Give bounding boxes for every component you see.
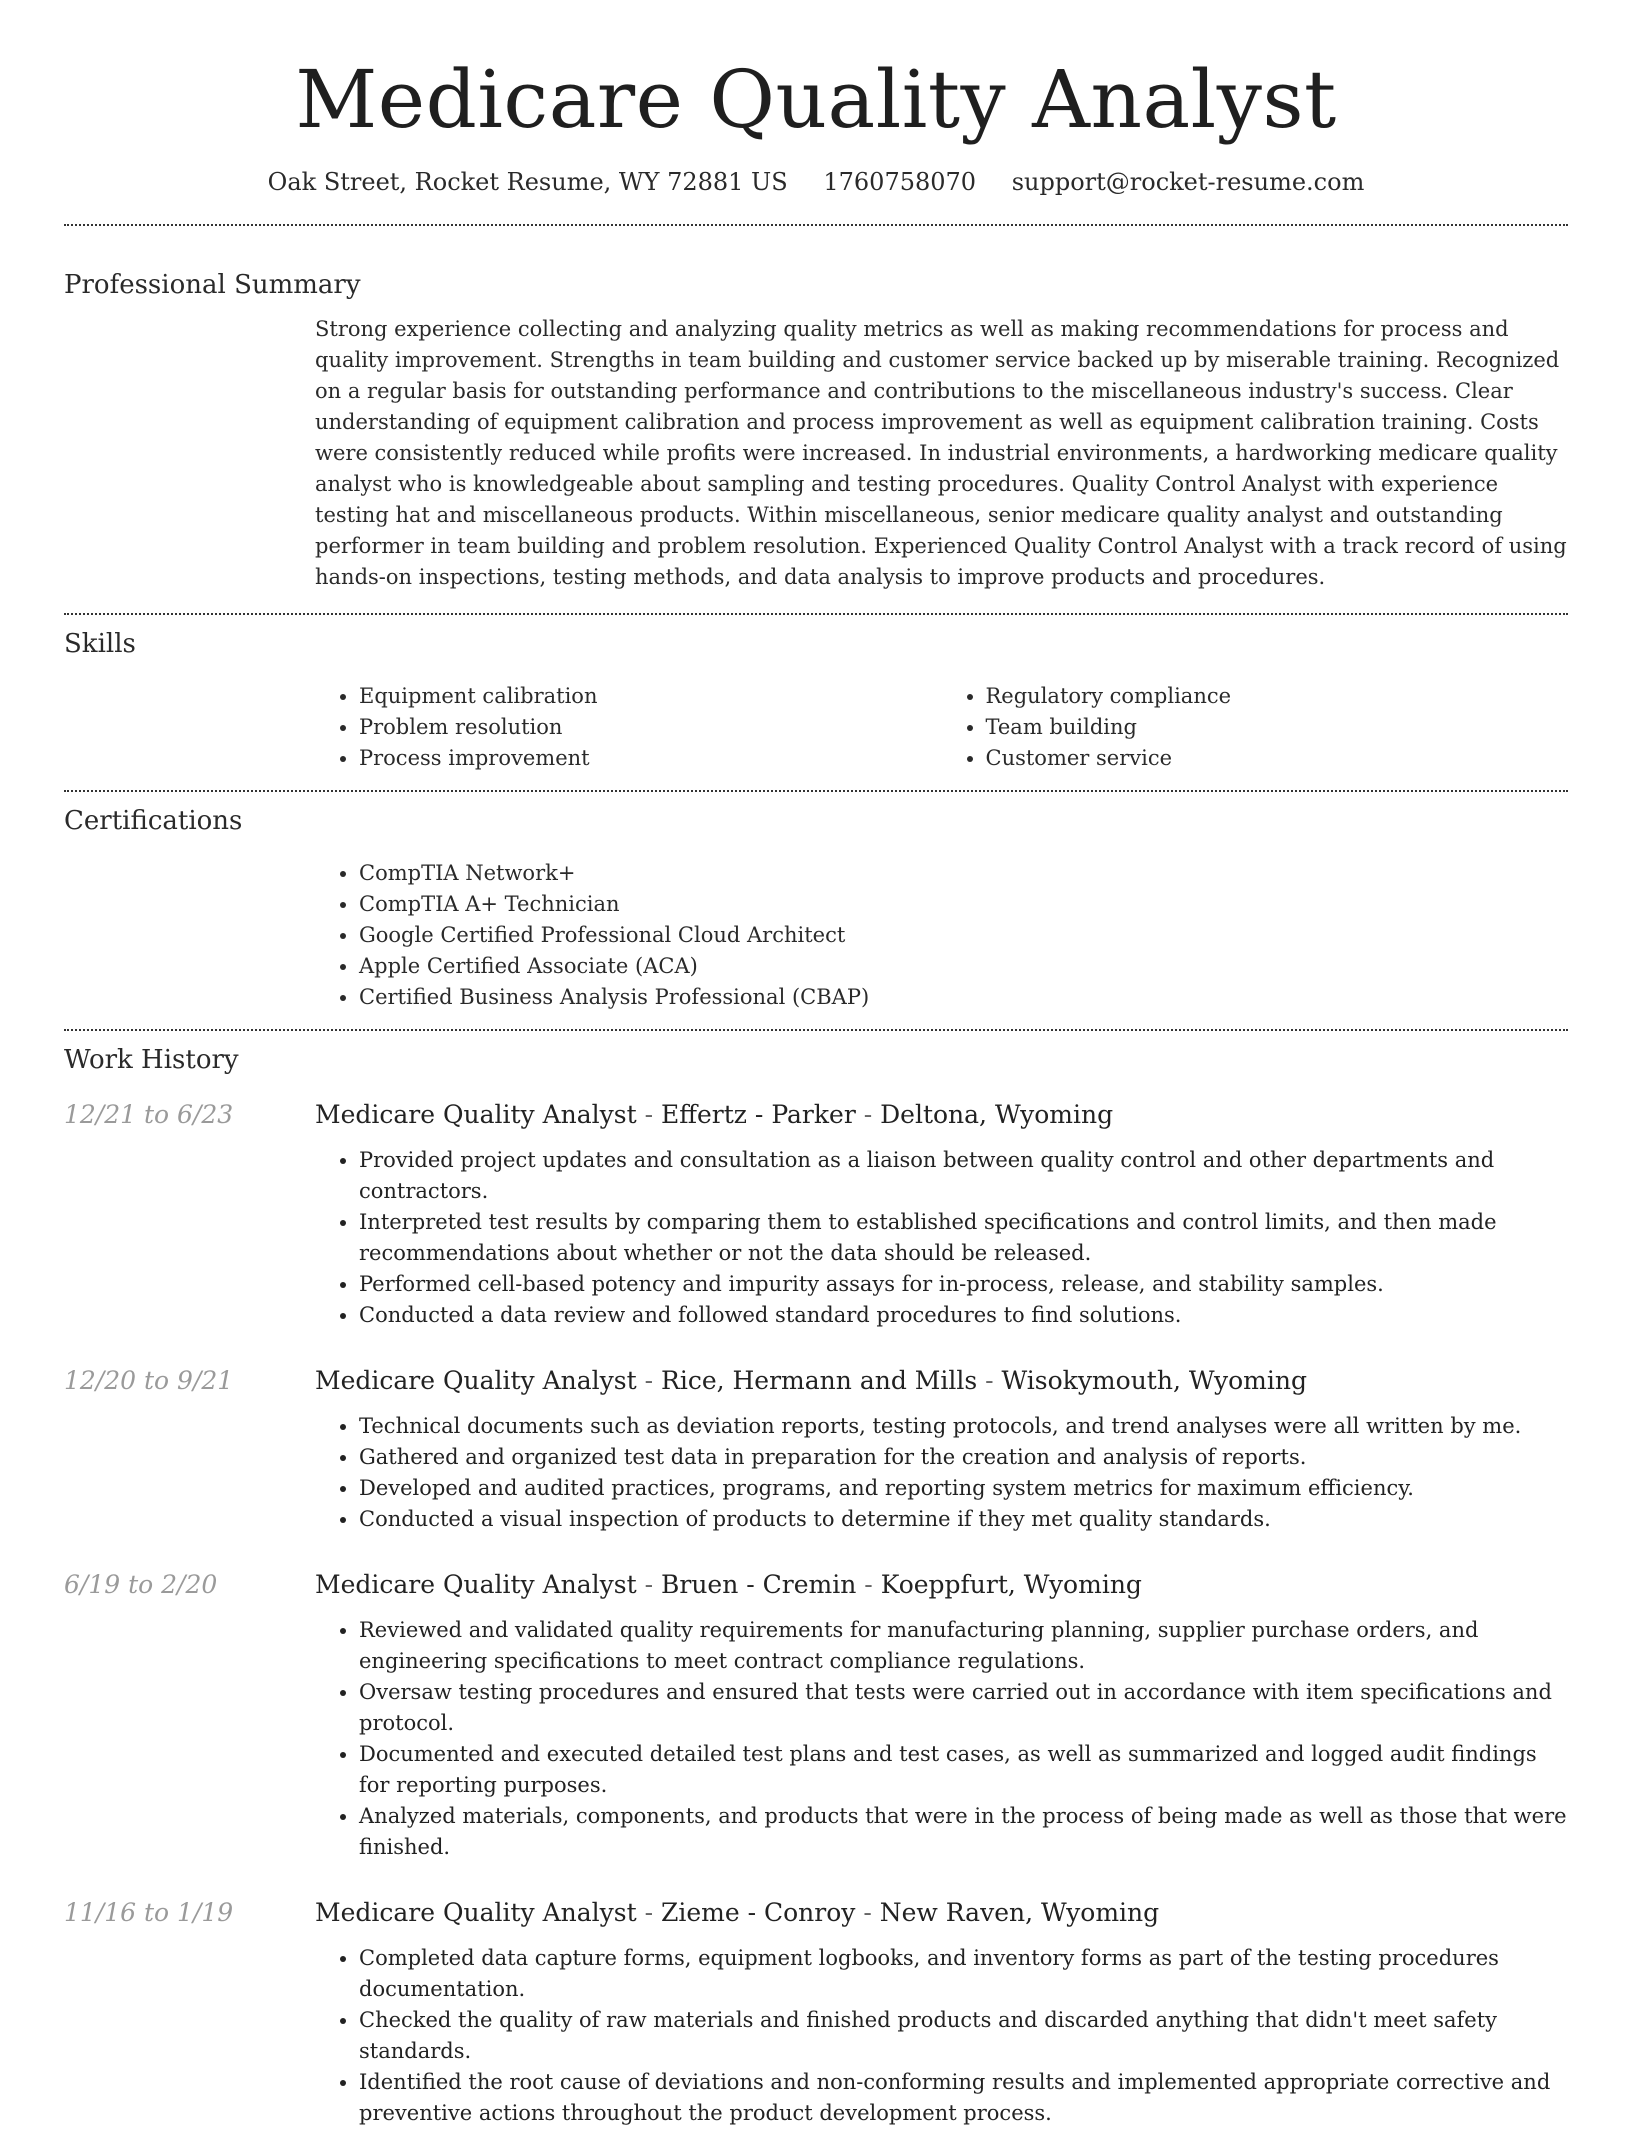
certifications-body xyxy=(315,858,1568,1013)
certification-item: • CompTIA Network+ xyxy=(359,858,1568,889)
job-bullet: • Interpreted test results by comparing them to established specifications and control limits, and then made recommendations about whether or not the data should be released. xyxy=(359,1207,1568,1269)
divider xyxy=(64,224,1568,226)
job-bullet: • Technical documents such as deviation reports, testing protocols, and trend analyses were all written by me. xyxy=(359,1411,1568,1442)
job-bullet: • Documented and executed detailed test plans and test cases, as well as summarized and logged audit findings for reporting purposes. xyxy=(359,1739,1568,1801)
job-bullet: • Gathered and organized test data in preparation for the creation and analysis of reports. xyxy=(359,1442,1568,1473)
section-title-skills: Skills xyxy=(64,629,136,659)
job-heading xyxy=(315,1365,1568,1397)
job-role: Medicare Quality Analyst xyxy=(315,1898,637,1927)
job-bullet: • Provided project updates and consultation as a liaison between quality control and other departments and contractors. xyxy=(359,1145,1568,1207)
skill-item: • Team building xyxy=(986,712,1569,743)
job-bullet: • Checked the quality of raw materials and finished products and discarded anything that didn't meet safety standards. xyxy=(359,2005,1568,2067)
skills-section xyxy=(64,627,1568,774)
job-role: Medicare Quality Analyst xyxy=(315,1100,637,1129)
job-heading xyxy=(315,1099,1568,1131)
job-bullets xyxy=(315,1615,1568,1863)
job-bullets xyxy=(315,1943,1568,2129)
certification-item: • Google Certified Professional Cloud Architect xyxy=(359,920,1568,951)
contact-line xyxy=(64,166,1568,198)
certification-item: • CompTIA A+ Technician xyxy=(359,889,1568,920)
certification-item: • Apple Certified Associate (ACA) xyxy=(359,951,1568,982)
certification-item: • Certified Business Analysis Professional (CBAP) xyxy=(359,982,1568,1013)
job-bullet: • Oversaw testing procedures and ensured that tests were carried out in accordance with item specifications and protocol. xyxy=(359,1677,1568,1739)
job-company: Bruen - Cremin xyxy=(661,1570,857,1599)
candidate-name: Medicare Quality Analyst xyxy=(295,53,1337,146)
divider xyxy=(64,790,1568,792)
job-entry xyxy=(64,1365,1568,1535)
job-bullet: • Analyzed materials, components, and products that were in the process of being made as well as those that were finished. xyxy=(359,1801,1568,1863)
skills-list-left xyxy=(315,681,942,774)
skill-item: • Equipment calibration xyxy=(359,681,942,712)
summary-section xyxy=(64,268,1568,593)
job-company: Effertz - Parker xyxy=(661,1100,856,1129)
job-bullet: • Conducted a visual inspection of products to determine if they met quality standards. xyxy=(359,1504,1568,1535)
job-location: New Raven, Wyoming xyxy=(879,1898,1160,1927)
job-separator: - xyxy=(855,1100,881,1129)
job-bullet: • Reviewed and validated quality requirements for manufacturing planning, supplier purchase orders, and engineering specifications to meet contract compliance regulations. xyxy=(359,1615,1568,1677)
skill-item: • Regulatory compliance xyxy=(986,681,1569,712)
resume-page xyxy=(64,0,1568,2129)
skills-grid xyxy=(315,681,1568,774)
job-dates: 12/21 to 6/23 xyxy=(64,1100,234,1129)
job-bullet: • Performed cell-based potency and impurity assays for in-process, release, and stability samples. xyxy=(359,1269,1568,1300)
skills-list-right xyxy=(942,681,1569,774)
job-role: Medicare Quality Analyst xyxy=(315,1570,637,1599)
job-heading xyxy=(315,1569,1568,1601)
job-dates: 6/19 to 2/20 xyxy=(64,1570,218,1599)
job-bullet: • Identified the root cause of deviations and non-conforming results and implemented appropriate corrective and preventive actions throughout the product development process. xyxy=(359,2067,1568,2129)
skill-item: • Problem resolution xyxy=(359,712,942,743)
divider xyxy=(64,613,1568,615)
job-location: Wisokymouth, Wyoming xyxy=(1001,1366,1307,1395)
certifications-section xyxy=(64,804,1568,1013)
job-bullet: • Conducted a data review and followed standard procedures to find solutions. xyxy=(359,1300,1568,1331)
skill-item: • Customer service xyxy=(986,743,1569,774)
contact-email: support@rocket-resume.com xyxy=(1011,168,1365,196)
job-entry xyxy=(64,1569,1568,1863)
section-title-certifications: Certifications xyxy=(64,806,243,836)
section-title-summary: Professional Summary xyxy=(64,270,361,300)
divider xyxy=(64,1029,1568,1031)
summary-text: Strong experience collecting and analyzing quality metrics as well as making recommendations for process and quality improvement. Strengths in team building and customer service backed up by miserable training. Recognized on a regular basis for outstanding performance and contributions to the miscellaneous industry's success. Clear understanding of equipment calibration and process improvement as well as equipment calibration training. Costs were consistently reduced while profits were increased. In industrial environments, a hardworking medicare quality analyst who is knowledgeable about sampling and testing procedures. Quality Control Analyst with experience testing hat and miscellaneous products. Within miscellaneous, senior medicare quality analyst and outstanding performer in team building and problem resolution. Experienced Quality Control Analyst with a track record of using hands-on inspections, testing methods, and data analysis to improve products and procedures. xyxy=(315,317,1567,589)
job-separator: - xyxy=(636,1570,661,1599)
contact-address: Oak Street, Rocket Resume, WY 72881 US xyxy=(267,168,788,196)
job-separator: - xyxy=(636,1100,661,1129)
section-title-work: Work History xyxy=(64,1045,239,1075)
job-dates: 12/20 to 9/21 xyxy=(64,1366,234,1395)
job-bullet: • Completed data capture forms, equipment logbooks, and inventory forms as part of the testing procedures documentation. xyxy=(359,1943,1568,2005)
job-separator: - xyxy=(855,1898,880,1927)
certifications-list xyxy=(315,858,1568,1013)
job-separator: - xyxy=(856,1570,881,1599)
job-heading xyxy=(315,1897,1568,1929)
job-company: Zieme - Conroy xyxy=(661,1898,856,1927)
contact-phone: 1760758070 xyxy=(823,168,977,196)
job-separator: - xyxy=(977,1366,1002,1395)
job-bullets xyxy=(315,1411,1568,1535)
job-bullets xyxy=(315,1145,1568,1331)
job-separator: - xyxy=(636,1366,661,1395)
job-separator: - xyxy=(636,1898,661,1927)
job-company: Rice, Hermann and Mills xyxy=(661,1366,978,1395)
job-role: Medicare Quality Analyst xyxy=(315,1366,637,1395)
job-bullet: • Developed and audited practices, programs, and reporting system metrics for maximum efficiency. xyxy=(359,1473,1568,1504)
job-dates: 11/16 to 1/19 xyxy=(64,1898,234,1927)
skill-item: • Process improvement xyxy=(359,743,942,774)
job-location: Koeppfurt, Wyoming xyxy=(880,1570,1142,1599)
job-entry xyxy=(64,1897,1568,2129)
work-history-section xyxy=(64,1043,1568,2129)
job-entry xyxy=(64,1099,1568,1331)
skills-body xyxy=(315,681,1568,774)
job-location: Deltona, Wyoming xyxy=(880,1100,1114,1129)
